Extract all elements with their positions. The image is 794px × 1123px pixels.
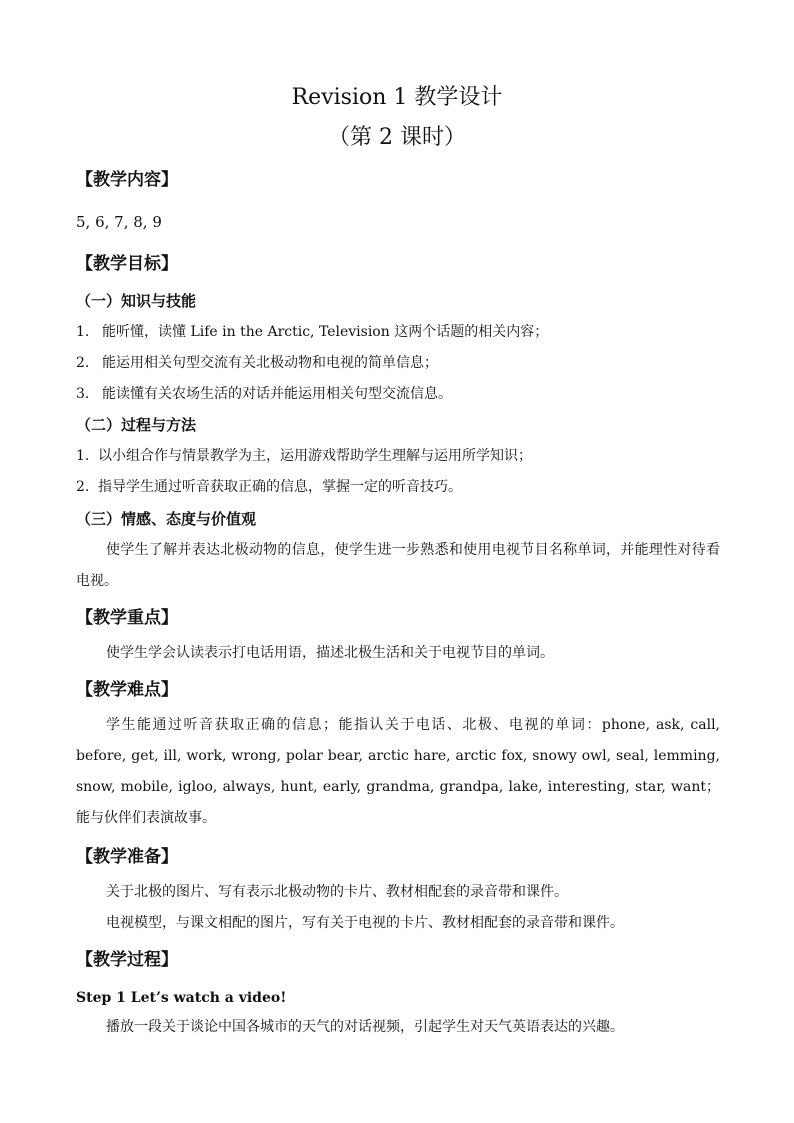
section-heading-goals: 【教学目标】 xyxy=(76,254,178,274)
document-title: Revision 1 教学设计 xyxy=(291,85,503,110)
subheading-process: （二）过程与方法 xyxy=(76,416,197,434)
subheading-knowledge: （一）知识与技能 xyxy=(76,292,197,310)
section-heading-procedure: 【教学过程】 xyxy=(76,950,178,970)
item-text: 能运用相关句型交流有关北极动物和电视的简单信息； xyxy=(102,355,438,371)
section-heading-preparation: 【教学准备】 xyxy=(76,847,178,867)
knowledge-item-2 xyxy=(76,353,726,373)
preparation-line-2: 电视模型，与课文相配的图片，写有关于电视的卡片、教材相配套的录音带和课件。 xyxy=(106,915,624,931)
knowledge-item-3 xyxy=(76,384,726,404)
step-1-title: Step 1 Let’s watch a video! xyxy=(76,990,287,1006)
document-subtitle: （第 2 课时） xyxy=(328,125,466,150)
item-number: 1. xyxy=(76,324,90,340)
process-item-1 xyxy=(76,446,726,466)
item-text: 以小组合作与情景教学为主，运用游戏帮助学生理解与运用所学知识； xyxy=(98,448,532,464)
subheading-attitude: （三）情感、态度与价值观 xyxy=(76,510,257,528)
process-item-2 xyxy=(76,477,726,497)
item-number: 2. xyxy=(76,479,90,495)
section-heading-content: 【教学内容】 xyxy=(76,170,178,190)
difficulties-paragraph: 学生能通过听音获取正确的信息；能指认关于电话、北极、电视的单词：phone, ask, call, before, get, ill, work, wrong, polar bear, arctic hare, arctic fox, snowy owl, seal, lemming, snow, mobile, igloo, always, hunt, early, grandma, grandpa, lake, interesting, star, want；能与伙伴们表演故事。 xyxy=(76,717,720,826)
knowledge-item-1 xyxy=(76,322,726,342)
section-heading-difficulties: 【教学难点】 xyxy=(76,680,178,700)
item-number: 1. xyxy=(76,448,90,464)
item-text: 指导学生通过听音获取正确的信息，掌握一定的听音技巧。 xyxy=(98,479,462,495)
key-points-paragraph: 使学生学会认读表示打电话用语，描述北极生活和关于电视节目的单词。 xyxy=(106,645,554,661)
section-heading-key-points: 【教学重点】 xyxy=(76,608,178,628)
item-text: 能听懂，读懂 Life in the Arctic, Television 这两个话题的相关内容； xyxy=(102,324,549,340)
preparation-line-1: 关于北极的图片、写有表示北极动物的卡片、教材相配套的录音带和课件。 xyxy=(106,884,568,900)
content-units: 5, 6, 7, 8, 9 xyxy=(76,213,162,231)
step-1-text: 播放一段关于谈论中国各城市的天气的对话视频，引起学生对天气英语表达的兴趣。 xyxy=(106,1019,624,1035)
attitude-paragraph: 使学生了解并表达北极动物的信息，使学生进一步熟悉和使用电视节目名称单词，并能理性对待看电视。 xyxy=(76,542,720,589)
item-text: 能读懂有关农场生活的对话并能运用相关句型交流信息。 xyxy=(102,386,452,402)
item-number: 3. xyxy=(76,386,90,402)
item-number: 2. xyxy=(76,355,90,371)
